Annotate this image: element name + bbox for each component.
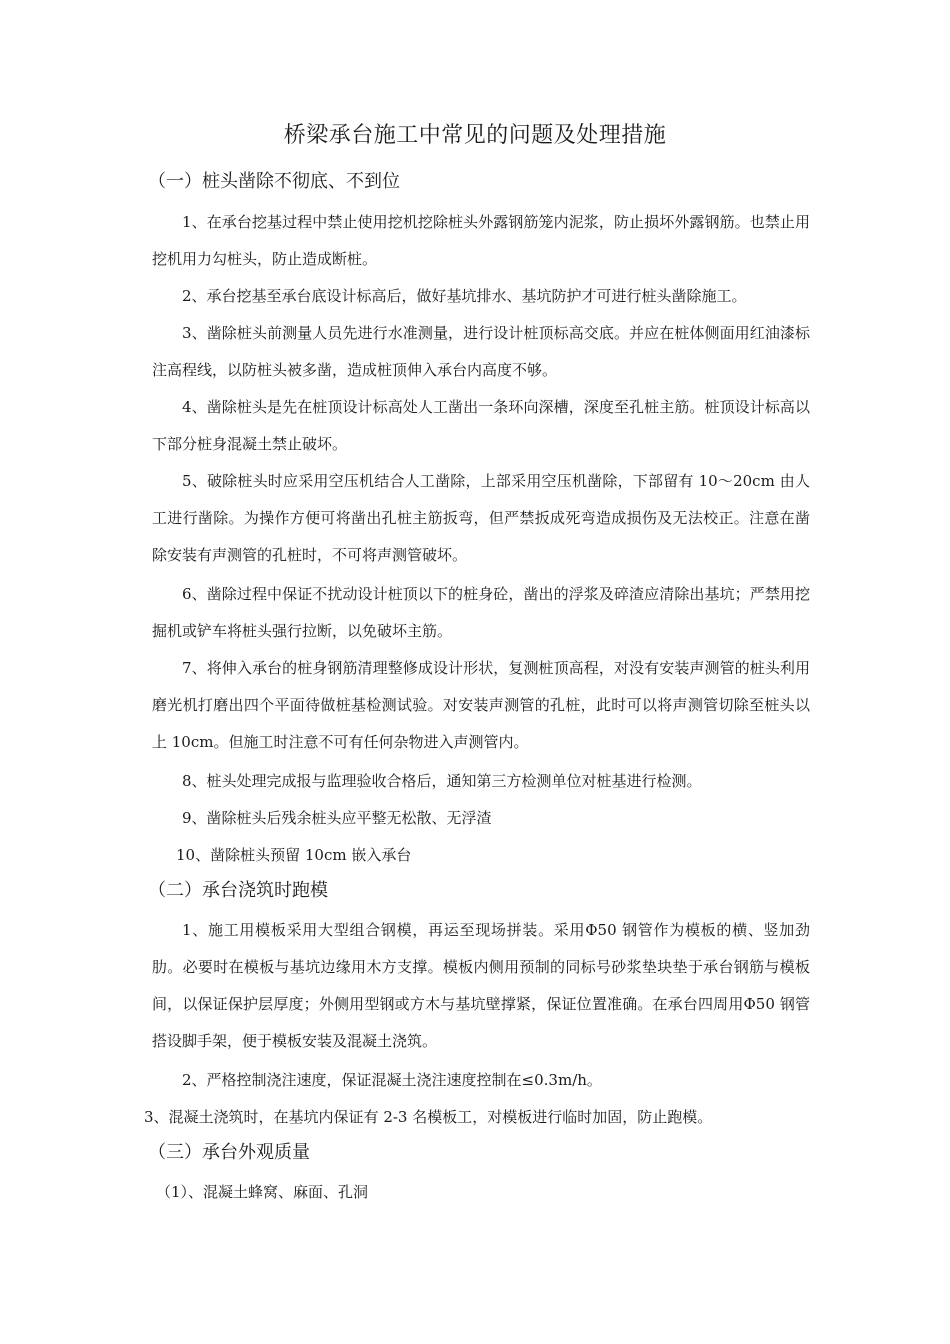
paragraph-1-7: 7、将伸入承台的桩身钢筋清理整修成设计形状，复测桩顶高程，对没有安装声测管的桩头利用磨光机打磨出四个平面待做桩基检测试验。对安装声测管的孔桩，此时可以将声测管切除至桩头以上 10cm。但施工时注意不可有任何杂物进入声测管内。: [152, 659, 810, 751]
paragraph-1-6: 6、凿除过程中保证不扰动设计桩顶以下的桩身砼，凿出的浮浆及碎渣应清除出基坑；严禁用挖掘机或铲车将桩头强行拉断，以免破坏主筋。: [152, 585, 810, 640]
paragraph-1-3: 3、凿除桩头前测量人员先进行水准测量，进行设计桩顶标高交底。并应在桩体侧面用红油漆标注高程线，以防桩头被多凿，造成桩顶伸入承台内高度不够。: [152, 324, 810, 379]
paragraph-1-1: 1、在承台挖基过程中禁止使用挖机挖除桩头外露钢筋笼内泥浆，防止损坏外露钢筋。也禁止用挖机用力勾桩头，防止造成断桩。: [152, 213, 810, 268]
paragraph-2-3: 3、混凝土浇筑时，在基坑内保证有 2-3 名模板工，对模板进行临时加固，防止跑模。: [144, 1108, 713, 1126]
section-heading-3: （三）承台外观质量: [148, 1142, 310, 1163]
paragraph-2-2: 2、严格控制浇注速度，保证混凝土浇注速度控制在≤0.3m/h。: [182, 1071, 602, 1089]
paragraph-1-5: 5、破除桩头时应采用空压机结合人工凿除，上部采用空压机凿除，下部留有 10～20cm 由人工进行凿除。为操作方便可将凿出孔桩主筋扳弯，但严禁扳成死弯造成损伤及无法校正。注意在凿除安装有声测管的孔桩时，不可将声测管破坏。: [152, 472, 810, 564]
paragraph-1-2: 2、承台挖基至承台底设计标高后，做好基坑排水、基坑防护才可进行桩头凿除施工。: [182, 287, 747, 305]
section-heading-1: （一）桩头凿除不彻底、不到位: [148, 171, 400, 192]
paragraph-3-1: （1）、混凝土蜂窝、麻面、孔洞: [156, 1183, 369, 1201]
document-title: 桥梁承台施工中常见的问题及处理措施: [283, 123, 667, 148]
paragraph-1-8: 8、桩头处理完成报与监理验收合格后，通知第三方检测单位对桩基进行检测。: [182, 772, 702, 790]
paragraph-1-9: 9、凿除桩头后残余桩头应平整无松散、无浮渣: [182, 809, 492, 827]
paragraph-2-1: 1、施工用模板采用大型组合钢模，再运至现场拼装。采用Φ50 钢管作为模板的横、竖加劲肋。必要时在模板与基坑边缘用木方支撑。模板内侧用预制的同标号砂浆垫块垫于承台钢筋与模板间，以保证保护层厚度；外侧用型钢或方木与基坑壁撑紧，保证位置准确。在承台四周用Φ50 钢管搭设脚手架，便于模板安装及混凝土浇筑。: [152, 921, 810, 1050]
section-heading-2: （二）承台浇筑时跑模: [148, 880, 328, 901]
paragraph-1-10: 10、凿除桩头预留 10cm 嵌入承台: [176, 846, 412, 864]
paragraph-1-4: 4、凿除桩头是先在桩顶设计标高处人工凿出一条环向深槽，深度至孔桩主筋。桩顶设计标高以下部分桩身混凝土禁止破坏。: [152, 398, 810, 453]
